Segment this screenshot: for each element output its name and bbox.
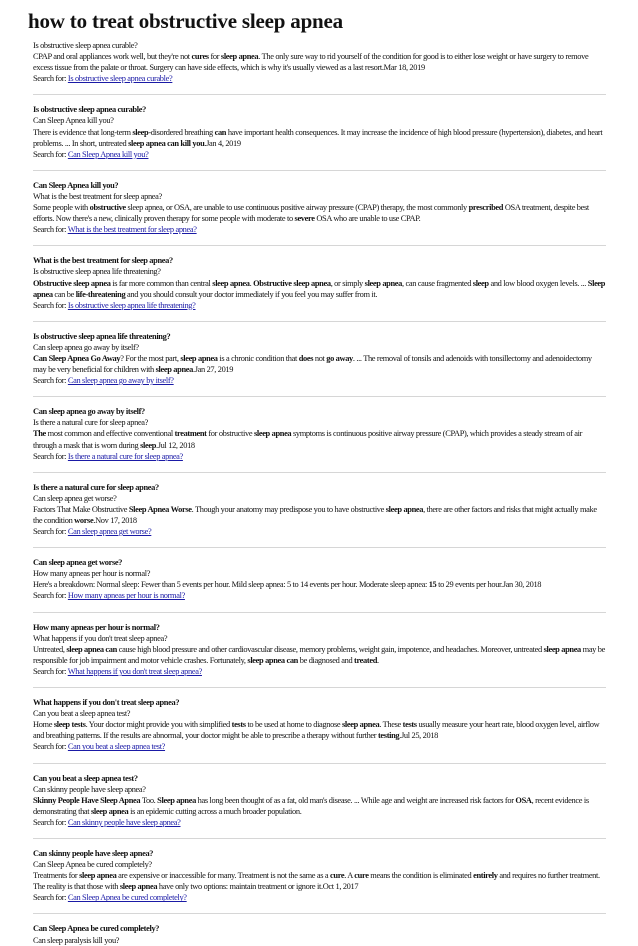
answer-emphasis: sleep apnea xyxy=(341,720,380,730)
answer-fragment: Untreated, xyxy=(33,644,67,654)
answer-emphasis: sleep xyxy=(472,278,489,288)
answer-fragment: and you should consult your doctor immediately if you feel you may suffer from it. xyxy=(125,289,378,299)
answer-emphasis: go away xyxy=(326,353,353,363)
answer-fragment: sleep apnea, or OSA, are unable to use continuous positive airway pressure (CPAP) therapy, the most commonly xyxy=(125,203,469,213)
qa-block xyxy=(33,94,606,159)
answer-fragment: OSA treatment, despite best efforts. Now there's a new, clinically proven therapy for some people with moderate to xyxy=(33,203,589,224)
answer-fragment: , or simply xyxy=(330,278,365,288)
answer-fragment: symptoms is continuous positive airway pressure (CPAP), which provides a steady stream of air through a mask that is worn during xyxy=(33,429,583,450)
search-link[interactable]: Is obstructive sleep apnea life threatening? xyxy=(67,300,196,310)
answer-fragment: Too. xyxy=(140,795,158,805)
answer-fragment: .Jan 27, 2019 xyxy=(192,365,234,375)
question-heading: Is obstructive sleep apnea life threatening? xyxy=(33,331,171,341)
answer-emphasis: Sleep apnea xyxy=(157,795,196,805)
question-heading: Is there a natural cure for sleep apnea? xyxy=(33,482,159,492)
search-label: Search for: xyxy=(33,591,68,601)
answer-fragment: for obstructive xyxy=(206,429,254,439)
qa-block xyxy=(33,245,606,310)
answer-emphasis: sleep apnea xyxy=(155,365,193,375)
answer-fragment: . Though your anatomy may predispose you to have obstructive xyxy=(191,504,386,514)
qa-list xyxy=(33,40,606,946)
answer-fragment: CPAP and oral appliances work well, but they're not xyxy=(33,52,192,62)
answer-fragment: can be xyxy=(52,289,76,299)
search-link[interactable]: Can Sleep Apnea kill you? xyxy=(67,149,149,159)
answer-fragment: is an epidemic cutting across a much broader population. xyxy=(128,806,302,816)
question-heading: Can you beat a sleep apnea test? xyxy=(33,773,138,783)
answer-emphasis: tests xyxy=(71,720,86,730)
qa-block xyxy=(33,170,606,235)
answer-emphasis: Skinny People Have Sleep Apnea xyxy=(33,795,141,805)
search-link[interactable]: What happens if you don't treat sleep apnea? xyxy=(67,666,202,676)
answer-emphasis: sleep apnea can xyxy=(66,644,117,654)
answer-fragment: may be responsible for job impairment and motor vehicle crashes. Fortunately, xyxy=(33,644,605,665)
search-label: Search for: xyxy=(33,300,68,310)
answer-fragment: Treatments for xyxy=(33,871,80,881)
answer-fragment: Some people with xyxy=(33,203,90,213)
question-text: Can you beat a sleep apnea test? xyxy=(33,709,131,719)
question-text: Can sleep apnea go away by itself? xyxy=(33,342,139,352)
answer-emphasis: sleep xyxy=(140,440,157,450)
question-heading: What is the best treatment for sleep apnea? xyxy=(33,256,173,266)
question-heading: Can sleep apnea go away by itself? xyxy=(33,407,145,417)
answer-emphasis: worse xyxy=(74,516,94,525)
answer-fragment: not xyxy=(313,353,327,363)
search-label: Search for: xyxy=(33,742,68,752)
question-text: Can skinny people have sleep apnea? xyxy=(33,784,146,794)
answer-emphasis: treatment xyxy=(174,429,207,439)
question-text: Is obstructive sleep apnea curable? xyxy=(33,41,138,50)
search-label: Search for: xyxy=(33,893,68,903)
answer-fragment: cause high blood pressure and other cardiovascular disease, memory problems, weight gain, impotence, and headaches. Moreover, untreated xyxy=(116,644,544,654)
answer-text xyxy=(33,870,606,892)
search-label: Search for: xyxy=(33,451,68,461)
search-line xyxy=(33,817,606,828)
answer-text xyxy=(33,51,606,73)
answer-fragment: . xyxy=(377,655,379,665)
answer-fragment: be diagnosed and xyxy=(298,655,355,665)
qa-block xyxy=(33,763,606,828)
answer-fragment: for xyxy=(208,52,221,62)
answer-emphasis: tests xyxy=(402,720,417,730)
search-line xyxy=(33,526,606,537)
answer-emphasis: sleep apnea xyxy=(364,278,402,288)
search-label: Search for: xyxy=(33,74,68,84)
answer-emphasis: cure xyxy=(354,871,369,881)
answer-emphasis: prescribed xyxy=(468,203,504,213)
answer-emphasis: sleep apnea xyxy=(543,644,581,654)
answer-fragment: means the condition is eliminated xyxy=(368,871,474,881)
answer-fragment: .Jul 12, 2018 xyxy=(156,440,195,450)
answer-fragment: OSA who are unable to use CPAP. xyxy=(314,214,421,224)
answer-emphasis: sleep apnea xyxy=(220,52,259,62)
answer-emphasis: does xyxy=(298,353,314,363)
qa-block xyxy=(33,838,606,903)
answer-emphasis: Obstructive sleep apnea xyxy=(253,278,331,288)
answer-fragment: has long been thought of as a fat, old man's disease. ... While age and weight are increased risk factors for xyxy=(195,795,516,805)
search-link[interactable]: Can Sleep Apnea be cured completely? xyxy=(67,893,187,903)
answer-fragment: . ... The removal of tonsils and adenoids with tonsillectomy and adenoidectomy may be very beneficial for children with xyxy=(33,353,592,375)
answer-fragment: most common and effective conventional xyxy=(45,429,175,439)
answer-emphasis: sleep apnea can xyxy=(247,655,298,665)
answer-emphasis: testing xyxy=(377,731,400,741)
answer-emphasis: life-threatening xyxy=(75,289,126,299)
qa-block xyxy=(33,40,606,84)
answer-fragment: There is evidence that long-term xyxy=(33,127,133,137)
qa-block xyxy=(33,687,606,752)
answer-fragment: and low blood oxygen levels. ... xyxy=(488,278,588,288)
question-heading: Can Sleep Apnea kill you? xyxy=(33,180,119,190)
search-link[interactable]: Can skinny people have sleep apnea? xyxy=(67,817,181,827)
answer-fragment: is a chronic condition that xyxy=(217,353,299,363)
question-heading: Can skinny people have sleep apnea? xyxy=(33,848,154,858)
answer-emphasis: Can Sleep Apnea Go Away xyxy=(33,353,121,363)
answer-fragment: . The only sure way to rid yourself of the condition for good is to either lose weight or have surgery to remove excess tissue from the palate or throat. Surgery can have side effects, which is why it's usually viewed as a last resort.Mar 18, 2019 xyxy=(33,52,589,73)
answer-text xyxy=(33,719,606,741)
answer-emphasis: entirely xyxy=(473,871,498,881)
question-heading: Can Sleep Apnea be cured completely? xyxy=(33,924,160,934)
answer-text xyxy=(33,428,606,450)
answer-emphasis: Sleep apnea xyxy=(33,278,606,299)
answer-text xyxy=(33,795,606,817)
question-text: What happens if you don't treat sleep apnea? xyxy=(33,633,168,643)
answer-fragment: have only two options: maintain treatment or ignore it.Oct 1, 2017 xyxy=(157,882,359,892)
search-line xyxy=(33,224,606,235)
answer-emphasis: sleep apnea xyxy=(212,278,250,288)
answer-fragment: and requires no further treatment. The reality is that those with xyxy=(33,871,600,892)
search-label: Search for: xyxy=(33,817,68,827)
answer-emphasis: OSA xyxy=(515,795,532,805)
answer-fragment: Home xyxy=(33,720,54,730)
answer-text xyxy=(33,579,606,590)
search-line xyxy=(33,590,606,601)
question-text: Is obstructive sleep apnea life threatening? xyxy=(33,267,161,277)
answer-emphasis: sleep apnea xyxy=(253,429,292,439)
answer-fragment: are expensive or inaccessible for many. Treatment is not the same as a xyxy=(116,871,331,881)
search-label: Search for: xyxy=(33,666,68,676)
search-link[interactable]: Can sleep apnea go away by itself? xyxy=(67,376,174,386)
answer-fragment: .Jul 25, 2018 xyxy=(399,731,438,741)
search-label: Search for: xyxy=(33,376,68,386)
answer-fragment: to 29 events per hour.Jan 30, 2018 xyxy=(436,580,542,590)
answer-emphasis: treated xyxy=(354,655,378,665)
answer-fragment: have important health consequences. It may increase the incidence of high blood pressure (hypertension), diabetes, and heart problems. ... In short, untreated xyxy=(33,127,603,148)
qa-block xyxy=(33,321,606,386)
answer-emphasis: sleep apnea xyxy=(385,504,424,514)
answer-emphasis: 15 xyxy=(428,580,437,590)
answer-emphasis: Sleep Apnea Worse xyxy=(128,504,192,514)
search-line xyxy=(33,741,606,752)
search-label: Search for: xyxy=(33,149,68,159)
answer-emphasis: sleep apnea xyxy=(79,871,117,881)
search-line xyxy=(33,892,606,903)
answer-fragment: .Nov 17, 2018 xyxy=(93,516,137,525)
answer-emphasis: sleep xyxy=(132,127,149,137)
answer-fragment: . These xyxy=(379,720,403,730)
search-line xyxy=(33,666,606,677)
answer-fragment: is far more common than central xyxy=(110,278,213,288)
answer-text xyxy=(33,353,606,375)
answer-emphasis: obstructive xyxy=(89,203,126,213)
question-heading: How many apneas per hour is normal? xyxy=(33,622,160,632)
search-link[interactable]: Is obstructive sleep apnea curable? xyxy=(67,74,173,84)
question-text: What is the best treatment for sleep apnea? xyxy=(33,191,162,201)
answer-text xyxy=(33,504,606,526)
answer-emphasis: sleep apnea can kill you xyxy=(128,138,205,148)
search-link[interactable]: Can you beat a sleep apnea test? xyxy=(67,742,166,752)
page-title: how to treat obstructive sleep apnea xyxy=(28,9,343,33)
answer-emphasis: severe xyxy=(294,214,315,224)
search-link[interactable]: Can sleep apnea get worse? xyxy=(67,527,152,537)
question-text: Can Sleep Apnea be cured completely? xyxy=(33,860,152,870)
question-text: Can sleep paralysis kill you? xyxy=(33,935,120,945)
answer-text xyxy=(33,644,606,666)
answer-fragment: to be used at home to diagnose xyxy=(245,720,342,730)
question-heading: What happens if you don't treat sleep apnea? xyxy=(33,698,180,708)
qa-block xyxy=(33,547,606,601)
search-link[interactable]: Is there a natural cure for sleep apnea? xyxy=(67,451,183,461)
answer-fragment: , recent evidence is demonstrating that xyxy=(33,795,589,816)
answer-emphasis: Obstructive sleep apnea xyxy=(33,278,111,288)
answer-text xyxy=(33,202,606,224)
answer-fragment: . Your doctor might provide you with simplified xyxy=(85,720,232,730)
answer-fragment: , can cause fragmented xyxy=(402,278,473,288)
question-text: Is there a natural cure for sleep apnea? xyxy=(33,418,149,428)
search-line xyxy=(33,149,606,160)
qa-block xyxy=(33,472,606,537)
question-heading: Is obstructive sleep apnea curable? xyxy=(33,105,146,115)
question-text: Can Sleep Apnea kill you? xyxy=(33,116,114,126)
search-line xyxy=(33,375,606,386)
qa-block xyxy=(33,913,606,945)
answer-fragment: Here's a breakdown: Normal sleep: Fewer than 5 events per hour. Mild sleep apnea: 5 to 14 events per hour. Moderate sleep apnea: xyxy=(33,580,429,590)
answer-fragment: -disordered breathing xyxy=(148,127,215,137)
search-label: Search for: xyxy=(33,527,68,537)
answer-fragment: usually measure your heart rate, blood oxygen level, airflow and breathing patterns. If the results are abnormal, your doctor might be able to prescribe a therapy without further xyxy=(33,720,600,741)
answer-fragment: .Jan 4, 2019 xyxy=(204,138,241,148)
qa-block xyxy=(33,612,606,677)
question-text: How many apneas per hour is normal? xyxy=(33,569,151,579)
answer-emphasis: sleep apnea xyxy=(119,882,158,892)
question-heading: Can sleep apnea get worse? xyxy=(33,558,123,568)
search-label: Search for: xyxy=(33,225,68,235)
answer-emphasis: cures xyxy=(191,52,209,62)
search-link[interactable]: How many apneas per hour is normal? xyxy=(67,591,185,601)
answer-fragment: . A xyxy=(344,871,355,881)
answer-emphasis: sleep apnea xyxy=(91,806,129,816)
search-line xyxy=(33,451,606,462)
search-line xyxy=(33,300,606,311)
question-text: Can sleep apnea get worse? xyxy=(33,493,117,503)
answer-emphasis: tests xyxy=(231,720,246,730)
answer-text xyxy=(33,278,606,300)
answer-emphasis: sleep apnea xyxy=(180,353,218,363)
answer-text xyxy=(33,127,606,149)
answer-emphasis: sleep xyxy=(53,720,70,730)
answer-emphasis: cure xyxy=(330,871,345,881)
qa-block xyxy=(33,396,606,461)
answer-fragment: Factors That Make Obstructive xyxy=(33,504,129,514)
answer-emphasis: can xyxy=(214,127,227,137)
answer-emphasis: The xyxy=(33,429,46,439)
answer-fragment: . xyxy=(249,278,254,288)
search-link[interactable]: What is the best treatment for sleep apnea? xyxy=(67,225,197,235)
search-line xyxy=(33,73,606,84)
answer-fragment: , there are other factors and risks that might actually make the condition xyxy=(33,504,597,525)
answer-fragment: ? For the most part, xyxy=(120,353,181,363)
